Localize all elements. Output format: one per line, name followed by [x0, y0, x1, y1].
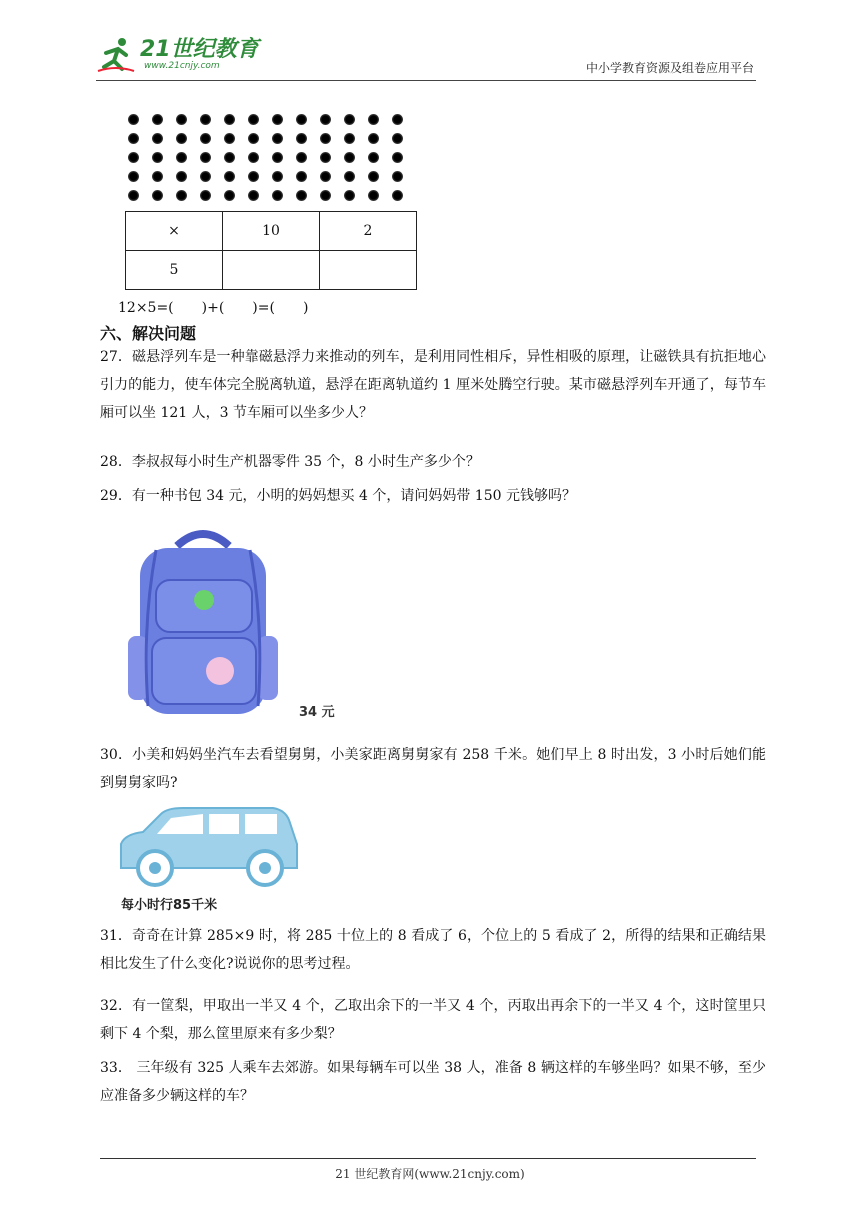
- multiplication-table: [125, 211, 417, 290]
- dot: [368, 114, 379, 125]
- dot: [224, 152, 235, 163]
- dot: [272, 171, 283, 182]
- dot: [200, 171, 211, 182]
- dot: [320, 171, 331, 182]
- dot: [224, 114, 235, 125]
- question-29: 29．有一种书包 34 元，小明的妈妈想买 4 个，请问妈妈带 150 元钱够吗？: [100, 488, 576, 504]
- table-row: [126, 251, 417, 290]
- dot: [320, 114, 331, 125]
- dot: [320, 190, 331, 201]
- dot-row: [128, 190, 403, 201]
- dot: [368, 133, 379, 144]
- header-tagline: 中小学教育资源及组卷应用平台: [585, 61, 754, 75]
- dot: [128, 152, 139, 163]
- dot: [152, 114, 163, 125]
- car-speed-label: 每小时行85千米: [121, 898, 218, 913]
- dot: [368, 152, 379, 163]
- logo: [96, 32, 259, 78]
- dot: [176, 133, 187, 144]
- dot: [272, 114, 283, 125]
- dot: [200, 152, 211, 163]
- dot: [344, 133, 355, 144]
- question-31: 31．奇奇在计算 285×9 时，将 285 十位上的 8 看成了 6，个位上的 5 看成了 2，所得的结果和正确结果相比发生了什么变化?说说你的思考过程。: [100, 928, 766, 972]
- table-cell: 2: [320, 212, 417, 251]
- dot: [176, 190, 187, 201]
- dot: [248, 133, 259, 144]
- dot: [128, 114, 139, 125]
- dot-row: [128, 133, 403, 144]
- backpack-price: 34 元: [299, 705, 335, 720]
- dot: [128, 190, 139, 201]
- dot: [224, 190, 235, 201]
- question-33: 33． 三年级有 325 人乘车去郊游。如果每辆车可以坐 38 人，准备 8 辆这样的车够坐吗？如果不够，至少应准备多少辆这样的车？: [100, 1060, 766, 1104]
- dot: [176, 171, 187, 182]
- dot: [176, 152, 187, 163]
- dot: [152, 171, 163, 182]
- dot: [392, 190, 403, 201]
- dot: [248, 190, 259, 201]
- dot-row: [128, 114, 403, 125]
- dot: [272, 133, 283, 144]
- question-27: 27．磁悬浮列车是一种靠磁悬浮力来推动的列车，是利用同性相斥，异性相吸的原理，让磁铁具有抗拒地心引力的能力，使车体完全脱离轨道，悬浮在距离轨道约 1 厘米处腾空行驶。某市磁悬浮列车开通了，每节车厢可以坐 121 人，3 节车厢可以坐多少人？: [100, 349, 766, 421]
- dot: [320, 152, 331, 163]
- dot: [344, 114, 355, 125]
- dot: [296, 190, 307, 201]
- dot: [248, 152, 259, 163]
- dot-row: [128, 171, 403, 182]
- dot: [248, 114, 259, 125]
- dot: [200, 190, 211, 201]
- dot: [200, 133, 211, 144]
- dot-array: [128, 114, 403, 209]
- dot: [344, 190, 355, 201]
- dot: [320, 133, 331, 144]
- table-cell: 5: [126, 251, 223, 290]
- dot-row: [128, 152, 403, 163]
- dot: [272, 152, 283, 163]
- table-cell: ×: [126, 212, 223, 251]
- question-30: 30．小美和妈妈坐汽车去看望舅舅，小美家距离舅舅家有 258 千米。她们早上 8 时出发，3 小时后她们能到舅舅家吗?: [100, 747, 766, 791]
- dot: [296, 152, 307, 163]
- page-footer: 21 世纪教育网(www.21cnjy.com): [335, 1167, 525, 1181]
- dot: [368, 190, 379, 201]
- dot: [128, 171, 139, 182]
- dot: [176, 114, 187, 125]
- dot: [296, 133, 307, 144]
- dot: [152, 133, 163, 144]
- dot: [392, 152, 403, 163]
- section-title: 六、解决问题: [100, 324, 197, 343]
- table-cell-blank: [223, 251, 320, 290]
- dot: [392, 114, 403, 125]
- question-28: 28．李叔叔每小时生产机器零件 35 个，8 小时生产多少个？: [100, 454, 480, 470]
- logo-title: 21世纪教育: [140, 37, 259, 62]
- dot: [272, 190, 283, 201]
- dot: [200, 114, 211, 125]
- question-32: 32．有一筐梨，甲取出一半又 4 个，乙取出余下的一半又 4 个，丙取出再余下的一半又 4 个，这时筐里只剩下 4 个梨，那么筐里原来有多少梨？: [100, 998, 766, 1042]
- dot: [296, 114, 307, 125]
- runner-logo-icon: [96, 35, 136, 75]
- dot: [344, 171, 355, 182]
- dot: [296, 171, 307, 182]
- backpack-illustration: [122, 526, 284, 718]
- dot: [128, 133, 139, 144]
- dot: [224, 133, 235, 144]
- dot: [368, 171, 379, 182]
- dot: [152, 152, 163, 163]
- car-illustration: [113, 804, 303, 890]
- dot: [152, 190, 163, 201]
- dot: [224, 171, 235, 182]
- logo-url: www.21cnjy.com: [144, 61, 220, 71]
- dot: [392, 171, 403, 182]
- table-cell: 10: [223, 212, 320, 251]
- page-header: [96, 30, 756, 81]
- footer-divider: [100, 1158, 756, 1159]
- dot: [392, 133, 403, 144]
- table-cell-blank: [320, 251, 417, 290]
- equation-line: 12×5=( )+( )=( ): [118, 300, 309, 316]
- dot: [248, 171, 259, 182]
- dot: [344, 152, 355, 163]
- table-row: [126, 212, 417, 251]
